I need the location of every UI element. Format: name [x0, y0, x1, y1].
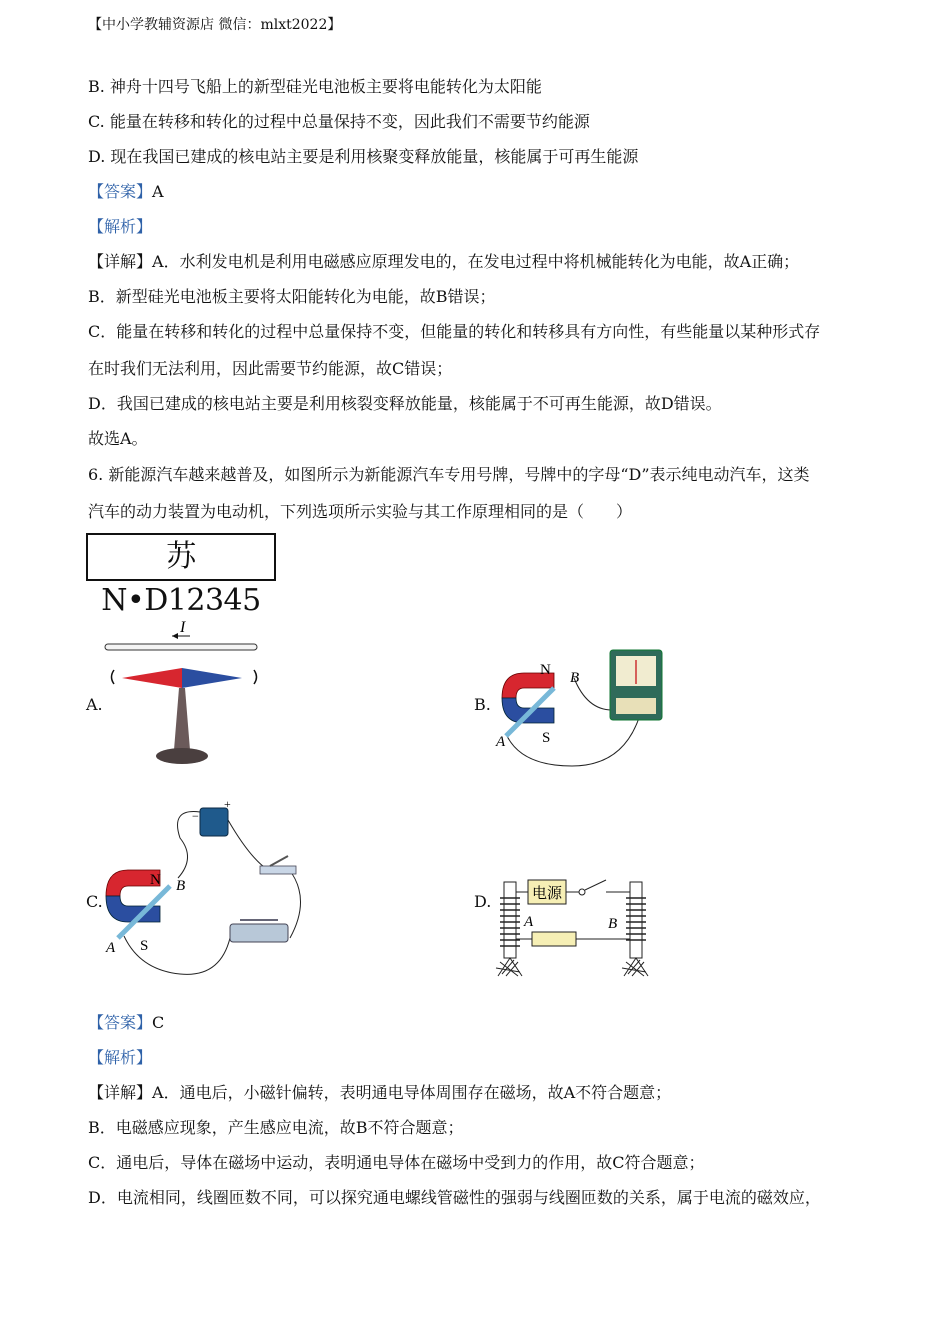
figure-d-electromagnets: [490, 872, 670, 982]
answer-tag: 【答案】: [88, 182, 153, 201]
end-a-label: A: [106, 940, 116, 956]
q6-stem-line: 6. 新能源汽车越来越普及，如图所示为新能源汽车专用号牌，号牌中的字母“D”表示纯电动汽车，这类: [88, 465, 810, 484]
wire: [105, 644, 257, 650]
q5-analysis-tag: 【解析】: [88, 217, 153, 236]
magnet-blue-arm: [106, 896, 160, 922]
option-a-label: A.: [86, 695, 103, 714]
south-label: S: [542, 730, 551, 746]
detail-tag: 【详解】: [88, 1083, 153, 1102]
figure-b-induction: [492, 648, 672, 773]
detail-text: A．水利发电机是利用电磁感应原理发电的，在发电过程中将机械能转化为电能，故A正确；: [152, 252, 800, 271]
wire: [574, 678, 612, 710]
figure-a-oersted: [100, 610, 270, 775]
pins-right: [622, 958, 648, 976]
option-b-label: B.: [474, 695, 491, 714]
end-b-label: B: [608, 916, 618, 932]
switch-lever: [585, 880, 606, 890]
q5-answer: [88, 182, 164, 202]
q6-stem-line: 汽车的动力装置为电动机，下列选项所示实验与其工作原理相同的是（ ）: [88, 502, 633, 521]
resistor: [532, 932, 576, 946]
end-b-label: B: [176, 878, 186, 894]
south-label: S: [140, 938, 149, 954]
q6-detail-line: C．通电后，导体在磁场中运动，表明通电导体在磁场中受到力的作用，故C符合题意；: [88, 1153, 705, 1172]
page-header: 【中小学教辅资源店 微信：mlxt2022】: [88, 17, 342, 33]
q5-conclusion: 故选A。: [88, 429, 148, 448]
q6-detail-line: [88, 1083, 671, 1103]
figure-c-motor: [100, 798, 310, 988]
q5-option-b: B. 神舟十四号飞船上的新型硅光电池板主要将电能转化为太阳能: [88, 77, 542, 96]
q5-detail-line: C．能量在转移和转化的过程中总量保持不变，但能量的转化和转移具有方向性，有些能量以某种形式存: [88, 322, 821, 341]
license-plate: 苏N•D12345: [86, 533, 276, 581]
answer-value: A: [152, 182, 164, 201]
q6-detail-line: B．电磁感应现象，产生感应电流，故B不符合题意；: [88, 1118, 464, 1137]
wire: [228, 820, 268, 870]
q5-detail-line: [88, 252, 799, 272]
answer-tag: 【答案】: [88, 1013, 153, 1032]
battery-minus: −: [192, 809, 199, 823]
end-a-label: A: [496, 734, 506, 750]
pins-left: [496, 958, 522, 976]
q6-answer: [88, 1013, 164, 1033]
current-arrow-head: [172, 633, 178, 639]
switch-lever: [270, 856, 288, 866]
q5-detail-line: D．我国已建成的核电站主要是利用核裂变释放能量，核能属于不可再生能源，故D错误。: [88, 394, 722, 413]
option-c-label: C.: [86, 892, 103, 911]
needle-red-half: [122, 668, 182, 688]
needle-stand: [174, 688, 190, 750]
core-right: [630, 882, 642, 958]
north-label: N: [540, 662, 551, 678]
end-b-label: B: [570, 670, 580, 686]
q5-option-c: C. 能量在转移和转化的过程中总量保持不变，因此我们不需要节约能源: [88, 112, 590, 131]
battery-plus: +: [224, 797, 231, 811]
wire: [288, 868, 301, 938]
needle-blue-half: [182, 668, 242, 688]
battery: [200, 808, 228, 836]
detail-tag: 【详解】: [88, 252, 153, 271]
switch-contact: [579, 889, 585, 895]
rotation-arrow-left: [112, 670, 115, 684]
q5-option-d: D. 现在我国已建成的核电站主要是利用核聚变释放能量，核能属于可再生能源: [88, 147, 639, 166]
power-label: 电源: [532, 884, 563, 902]
q5-detail-line: B．新型硅光电池板主要将太阳能转化为电能，故B错误；: [88, 287, 496, 306]
q6-analysis-tag: 【解析】: [88, 1048, 153, 1067]
rotation-arrow-right: [254, 670, 257, 684]
q5-detail-line: 在时我们无法利用，因此需要节约能源，故C错误；: [88, 359, 453, 378]
q6-detail-line: D．电流相同，线圈匝数不同，可以探究通电螺线管磁性的强弱与线圈匝数的关系，属于电流的磁效应，: [88, 1188, 821, 1207]
rheostat: [230, 924, 288, 942]
end-a-label: A: [524, 914, 534, 930]
north-label: N: [150, 872, 161, 888]
switch-base: [260, 866, 296, 874]
option-d-label: D.: [474, 892, 492, 911]
answer-value: C: [152, 1013, 165, 1032]
current-label: I: [180, 619, 186, 636]
galvanometer-terminals: [616, 698, 656, 714]
detail-text: A．通电后，小磁针偏转，表明通电导体周围存在磁场，故A不符合题意；: [152, 1083, 672, 1102]
stand-base: [156, 748, 208, 764]
